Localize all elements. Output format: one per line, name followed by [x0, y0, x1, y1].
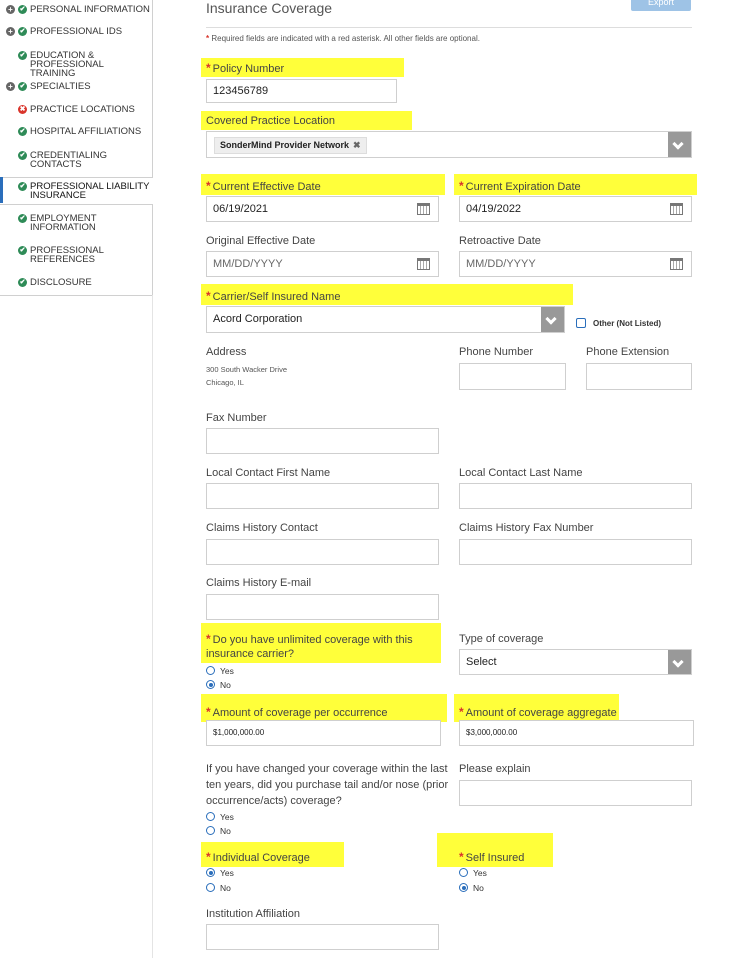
- please-explain-input[interactable]: [459, 780, 692, 806]
- local-last-input[interactable]: [459, 483, 692, 509]
- check-icon: ✔: [19, 247, 26, 254]
- label-text: Amount of coverage aggregate: [465, 707, 617, 719]
- claims-email-label: Claims History E-mail: [206, 577, 312, 589]
- tail-nose-yes-radio[interactable]: [206, 812, 215, 821]
- individual-coverage-label: * Individual Coverage: [206, 850, 310, 864]
- label-text: Policy Number: [212, 63, 285, 75]
- expand-icon[interactable]: +: [6, 27, 15, 36]
- individual-yes-label: Yes: [220, 868, 234, 878]
- covered-location-label: Covered Practice Location: [206, 115, 336, 127]
- aggregate-input[interactable]: $3,000,000.00: [459, 720, 694, 746]
- retroactive-input[interactable]: [459, 251, 692, 277]
- original-effective-label: Original Effective Date: [206, 235, 316, 247]
- local-first-label: Local Contact First Name: [206, 467, 331, 479]
- sidebar-item-label: EMPLOYMENT INFORMATION: [30, 213, 97, 233]
- label-text: Amount of coverage per occurrence: [212, 707, 388, 719]
- sidebar-item-label: DISCLOSURE: [30, 277, 92, 288]
- sidebar-item-label: EDUCATION & PROFESSIONAL TRAINING: [30, 50, 104, 79]
- tail-nose-question-3: occurrence/acts) coverage?: [206, 795, 342, 807]
- current-effective-label: * Current Effective Date: [206, 179, 321, 193]
- label-text: Current Expiration Date: [465, 181, 581, 193]
- self-insured-yes-radio[interactable]: [459, 868, 468, 877]
- tail-nose-yes-label: Yes: [220, 812, 234, 822]
- check-icon: ✔: [19, 28, 26, 35]
- title-divider: [206, 27, 692, 28]
- per-occurrence-label: * Amount of coverage per occurrence: [206, 705, 388, 719]
- sidebar-item-label: SPECIALTIES: [30, 81, 91, 92]
- check-icon: ✔: [19, 279, 26, 286]
- phone-ext-input[interactable]: [586, 363, 692, 390]
- active-nav-indicator: [0, 177, 3, 203]
- unlimited-no-radio[interactable]: [206, 680, 215, 689]
- label-text: Individual Coverage: [212, 852, 310, 864]
- policy-number-input[interactable]: 123456789: [206, 79, 397, 103]
- sidebar-item-label: CREDENTIALING CONTACTS: [30, 150, 108, 170]
- address-line-1: 300 South Wacker Drive: [206, 365, 288, 374]
- label-text: Carrier/Self Insured Name: [212, 291, 341, 303]
- please-explain-label: Please explain: [459, 763, 531, 775]
- unlimited-no-label: No: [220, 680, 231, 690]
- carrier-label: * Carrier/Self Insured Name: [206, 289, 341, 303]
- aggregate-label: * Amount of coverage aggregate: [459, 705, 617, 719]
- check-icon: ✔: [19, 128, 26, 135]
- self-insured-no-label: No: [473, 883, 484, 893]
- remove-tag-icon[interactable]: ✖: [353, 140, 361, 150]
- check-icon: ✔: [19, 6, 26, 13]
- unlimited-coverage-label: * Do you have unlimited coverage with this: [206, 632, 413, 646]
- select-value: Acord Corporation: [213, 313, 303, 325]
- tail-nose-question-1: If you have changed your coverage within the last: [206, 763, 448, 775]
- claims-fax-label: Claims History Fax Number: [459, 522, 594, 534]
- unlimited-yes-radio[interactable]: [206, 666, 215, 675]
- unlimited-yes-label: Yes: [220, 666, 234, 676]
- check-icon: ✔: [19, 183, 26, 190]
- check-icon: ✔: [19, 215, 26, 222]
- placeholder-text: MM/DD/YYYY: [466, 258, 536, 270]
- self-insured-label: * Self Insured: [459, 850, 525, 864]
- required-note: * Required fields are indicated with a red asterisk. All other fields are optional.: [206, 34, 480, 43]
- address-line-2: Chicago, IL: [206, 378, 244, 387]
- error-icon: ✖: [19, 106, 26, 113]
- required-note-text: Required fields are indicated with a red asterisk. All other fields are optional.: [211, 34, 480, 43]
- current-expiration-input[interactable]: [459, 196, 692, 222]
- placeholder-text: MM/DD/YYYY: [213, 258, 283, 270]
- claims-email-input[interactable]: [206, 594, 439, 620]
- carrier-select[interactable]: [206, 306, 565, 333]
- fax-label: Fax Number: [206, 412, 267, 424]
- label-text: Do you have unlimited coverage with this: [212, 634, 413, 646]
- sidebar-item-label: PROFESSIONAL REFERENCES: [30, 245, 104, 265]
- other-not-listed-checkbox[interactable]: [576, 318, 586, 328]
- page-title: Insurance Coverage: [206, 0, 333, 16]
- covered-location-select[interactable]: [206, 131, 692, 158]
- claims-fax-input[interactable]: [459, 539, 692, 565]
- individual-no-radio[interactable]: [206, 883, 215, 892]
- coverage-type-label: Type of coverage: [459, 633, 544, 645]
- label-text: Self Insured: [465, 852, 525, 864]
- field-value: 06/19/2021: [213, 203, 269, 215]
- local-first-input[interactable]: [206, 483, 439, 509]
- calendar-icon[interactable]: [417, 203, 430, 215]
- current-expiration-label: * Current Expiration Date: [459, 179, 581, 193]
- calendar-icon[interactable]: [417, 258, 430, 270]
- check-icon: ✔: [19, 152, 26, 159]
- tail-nose-question-2: ten years, did you purchase tail and/or nose (prior: [206, 779, 449, 791]
- institution-label: Institution Affiliation: [206, 908, 300, 920]
- individual-yes-radio[interactable]: [206, 868, 215, 877]
- address-label: Address: [206, 346, 247, 358]
- local-last-label: Local Contact Last Name: [459, 467, 583, 479]
- select-value: Select: [466, 656, 497, 668]
- sidebar-item-label: PRACTICE LOCATIONS: [30, 104, 135, 115]
- coverage-type-select[interactable]: [459, 649, 692, 675]
- export-button[interactable]: Export: [631, 0, 691, 11]
- tail-nose-no-label: No: [220, 826, 231, 836]
- calendar-icon[interactable]: [670, 203, 683, 215]
- fax-input[interactable]: [206, 428, 439, 454]
- chevron-down-icon[interactable]: [541, 307, 564, 332]
- calendar-icon[interactable]: [670, 258, 683, 270]
- sidebar-item-label: PROFESSIONAL IDS: [30, 26, 123, 37]
- claims-contact-input[interactable]: [206, 539, 439, 565]
- institution-input[interactable]: [206, 924, 439, 950]
- sidebar-item-label: PERSONAL INFORMATION: [30, 4, 150, 15]
- expand-icon[interactable]: +: [6, 82, 15, 91]
- sidebar-item-label: HOSPITAL AFFILIATIONS: [30, 126, 142, 137]
- original-effective-input[interactable]: [206, 251, 439, 277]
- phone-label: Phone Number: [459, 346, 533, 358]
- claims-contact-label: Claims History Contact: [206, 522, 318, 534]
- expand-icon[interactable]: +: [6, 5, 15, 14]
- sidebar-item-label: PROFESSIONAL LIABILITY INSURANCE: [30, 181, 150, 201]
- check-icon: ✔: [19, 52, 26, 59]
- tail-nose-no-radio[interactable]: [206, 826, 215, 835]
- field-value: 04/19/2022: [466, 203, 522, 215]
- check-icon: ✔: [19, 83, 26, 90]
- policy-number-label: * Policy Number: [206, 61, 285, 75]
- phone-input[interactable]: [459, 363, 566, 390]
- self-insured-no-radio[interactable]: [459, 883, 468, 892]
- current-effective-input[interactable]: [206, 196, 439, 222]
- per-occurrence-input[interactable]: $1,000,000.00: [206, 720, 441, 746]
- other-not-listed-label: Other (Not Listed): [593, 319, 661, 328]
- sidebar-divider: [152, 295, 153, 958]
- label-text: Current Effective Date: [212, 181, 321, 193]
- chevron-down-icon[interactable]: [668, 650, 691, 674]
- chevron-down-icon[interactable]: [668, 132, 691, 157]
- phone-ext-label: Phone Extension: [586, 346, 670, 358]
- unlimited-coverage-label-2: insurance carrier?: [206, 648, 295, 660]
- tag-text: SonderMind Provider Network: [220, 140, 350, 150]
- individual-no-label: No: [220, 883, 231, 893]
- location-tag: [214, 137, 367, 154]
- self-insured-yes-label: Yes: [473, 868, 487, 878]
- retroactive-label: Retroactive Date: [459, 235, 541, 247]
